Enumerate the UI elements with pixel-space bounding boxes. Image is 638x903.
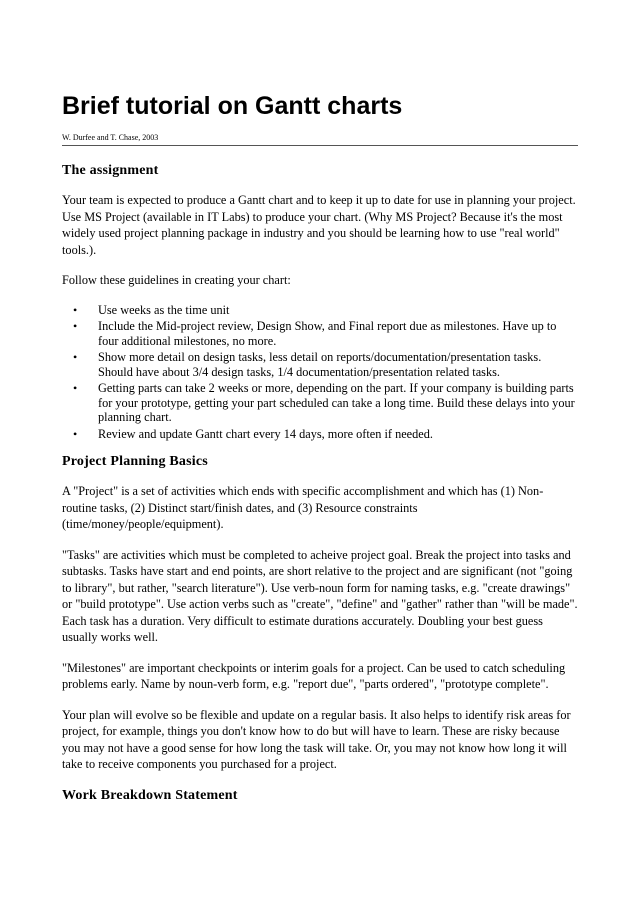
list-item-text: Show more detail on design tasks, less detail on reports/documentation/presentation tasks. Should have about 3/4 design tasks, 1/4 documentation/presentation related tasks. — [98, 350, 542, 379]
list-item — [73, 319, 578, 348]
section-project-planning-basics — [62, 453, 578, 773]
assignment-paragraph-2: Follow these guidelines in creating your chart: — [62, 273, 291, 287]
assignment-paragraph-1: Your team is expected to produce a Gantt chart and to keep it up to date for use in planning your project. Use MS Project (available in IT Labs) to produce your chart. (Why MS Project? Because it's the most widely used project planning package in industry and you should be learning how to use "real world" tools.). — [62, 193, 576, 257]
list-item — [73, 350, 578, 379]
section-assignment — [62, 162, 578, 441]
bullet-icon: • — [73, 319, 78, 333]
list-item-text: Getting parts can take 2 weeks or more, depending on the part. If your company is building parts for your prototype, getting your part scheduled can take a long time. Build these delays into your planning chart. — [98, 381, 575, 424]
section-work-breakdown — [62, 787, 578, 804]
list-item-text: Review and update Gantt chart every 14 days, more often if needed. — [98, 426, 433, 441]
list-item-text: Use weeks as the time unit — [98, 302, 230, 317]
basics-paragraph-1: A "Project" is a set of activities which ends with specific accomplishment and which has (1) Non-routine tasks, (2) Distinct start/finish dates, and (3) Resource constraints (time/money/people/equipment). — [62, 484, 544, 531]
document-body — [62, 162, 578, 817]
section-heading-wbs: Work Breakdown Statement — [62, 787, 238, 803]
list-item — [73, 381, 578, 425]
guidelines-list — [62, 303, 578, 442]
bullet-icon: • — [73, 426, 78, 441]
bullet-icon: • — [73, 381, 78, 395]
bullet-icon: • — [73, 350, 78, 364]
author-byline: W. Durfee and T. Chase, 2003 — [62, 133, 159, 142]
list-item — [73, 426, 578, 442]
basics-paragraph-4: Your plan will evolve so be flexible and update on a regular basis. It also helps to identify risk areas for project, for example, things you don't know how to do but will have to learn. These are risky because you may not have a good sense for how long the task will take. Or, you may not know how long it will take to receive components you purchased for a project. — [62, 707, 571, 771]
bullet-icon: • — [73, 302, 78, 317]
basics-paragraph-2: "Tasks" are activities which must be completed to acheive project goal. Break the project into tasks and subtasks. Tasks have start and end points, are short relative to the project and are significant (not "going to library", but rather, "search literature"). Use verb-noun form for naming tasks, e.g. "create drawings" or "build prototype". Use action verbs such as "create", "define" and "gather" rather than "will be made". Each task has a duration. Very difficult to estimate durations accurately. Doubling your best guess usually works well. — [62, 547, 578, 644]
list-item-text: Include the Mid-project review, Design Show, and Final report due as milestones. Have up to four additional milestones, no more. — [98, 319, 557, 348]
page-title: Brief tutorial on Gantt charts — [62, 92, 403, 120]
list-item — [73, 302, 578, 318]
basics-paragraph-3: "Milestones" are important checkpoints or interim goals for a project. Can be used to catch scheduling problems early. Name by noun-verb form, e.g. "report due", "parts ordered", "prototype complete". — [62, 660, 566, 691]
section-heading-assignment: The assignment — [62, 163, 159, 178]
title-divider — [62, 145, 578, 146]
section-heading-basics: Project Planning Basics — [62, 454, 208, 469]
